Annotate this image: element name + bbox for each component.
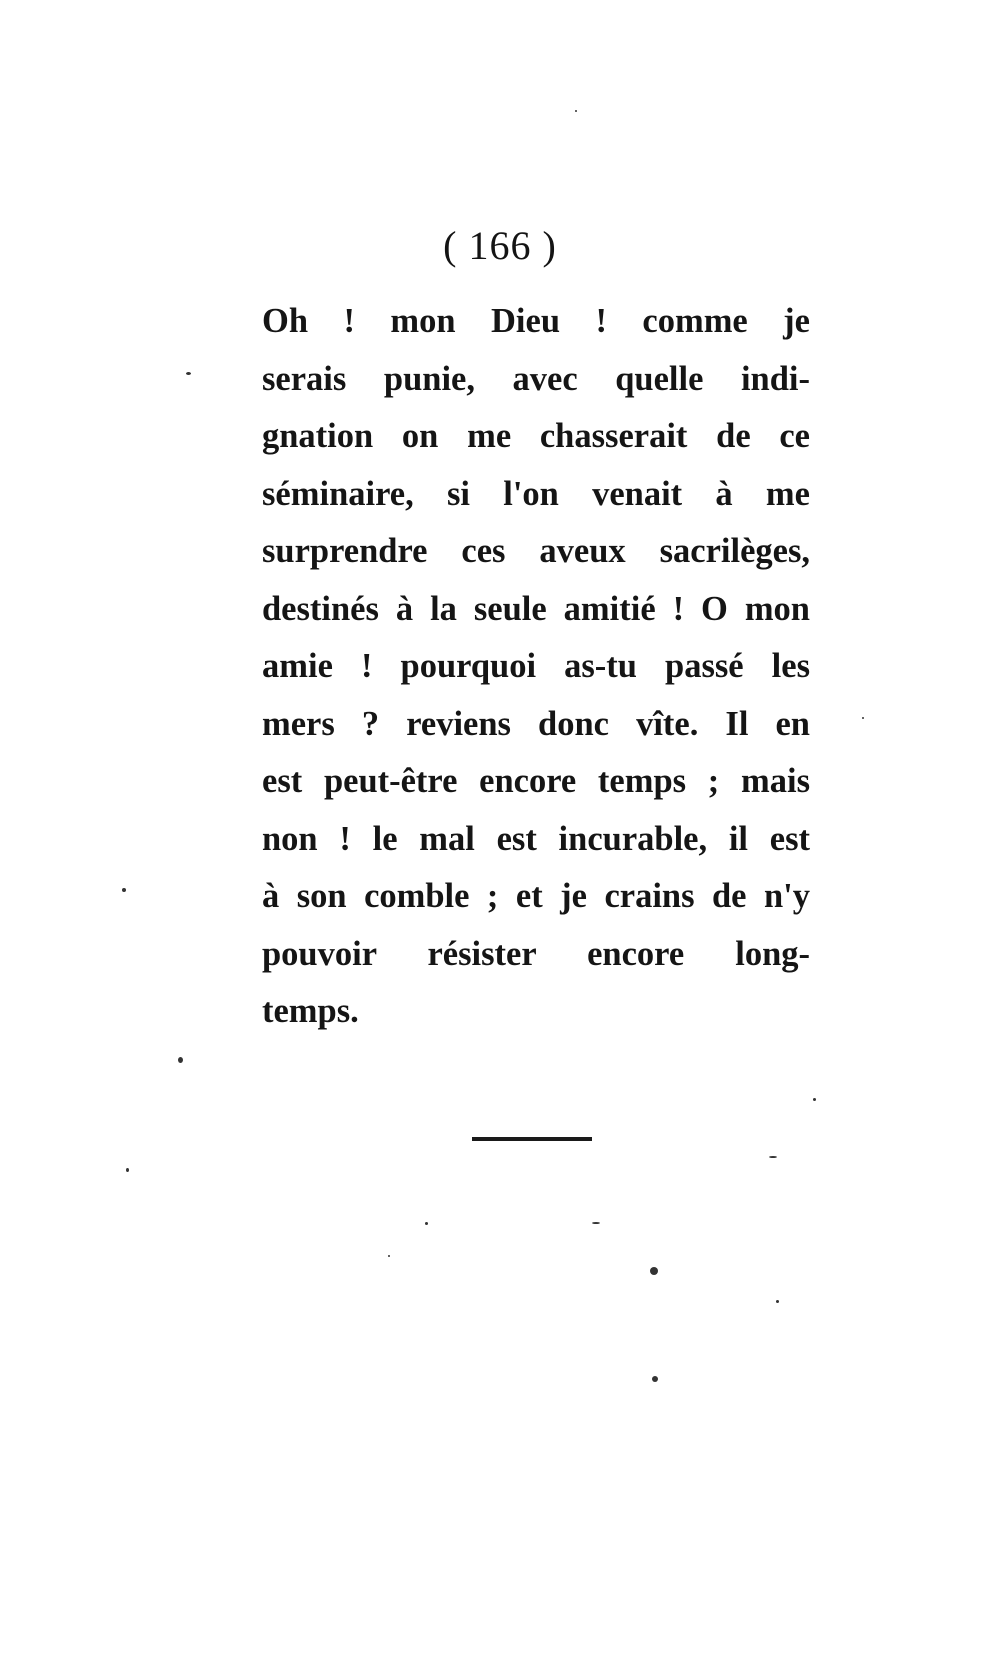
- scan-speck: [388, 1255, 390, 1257]
- scan-speck: [650, 1267, 658, 1275]
- text-line: amie ! pourquoi as-tu passé les: [262, 647, 810, 685]
- scan-speck: [178, 1057, 183, 1063]
- scan-speck: [652, 1376, 658, 1382]
- text-line: séminaire, si l'on venait à me: [262, 474, 810, 513]
- end-rule: [472, 1137, 592, 1141]
- scan-speck: [575, 110, 577, 112]
- scan-speck: [126, 1168, 129, 1172]
- text-line: serais punie, avec quelle indi-: [262, 359, 810, 398]
- scan-speck: [186, 372, 191, 375]
- body-text: [262, 293, 810, 1041]
- scan-speck: [813, 1098, 816, 1101]
- text-line: temps.: [262, 992, 359, 1030]
- text-line: mers ? reviens donc vîte. Il en: [262, 704, 810, 743]
- scan-speck: [122, 888, 126, 892]
- text-line: à son comble ; et je crains de n'y: [262, 877, 810, 915]
- text-line: pouvoir résister encore long-: [262, 934, 810, 973]
- scan-speck: [592, 1222, 600, 1224]
- text-line: surprendre ces aveux sacrilèges,: [262, 532, 810, 570]
- text-line: non ! le mal est incurable, il est: [262, 819, 810, 858]
- text-line: Oh ! mon Dieu ! comme je: [262, 302, 810, 340]
- scan-speck: [862, 717, 864, 719]
- scan-speck: [769, 1156, 777, 1158]
- scan-speck: [425, 1222, 428, 1225]
- page-number: ( 166 ): [443, 223, 557, 268]
- scan-speck: [776, 1300, 779, 1303]
- text-line: destinés à la seule amitié ! O mon: [262, 589, 810, 628]
- text-line: gnation on me chasserait de ce: [262, 417, 810, 455]
- text-line: est peut-être encore temps ; mais: [262, 762, 810, 800]
